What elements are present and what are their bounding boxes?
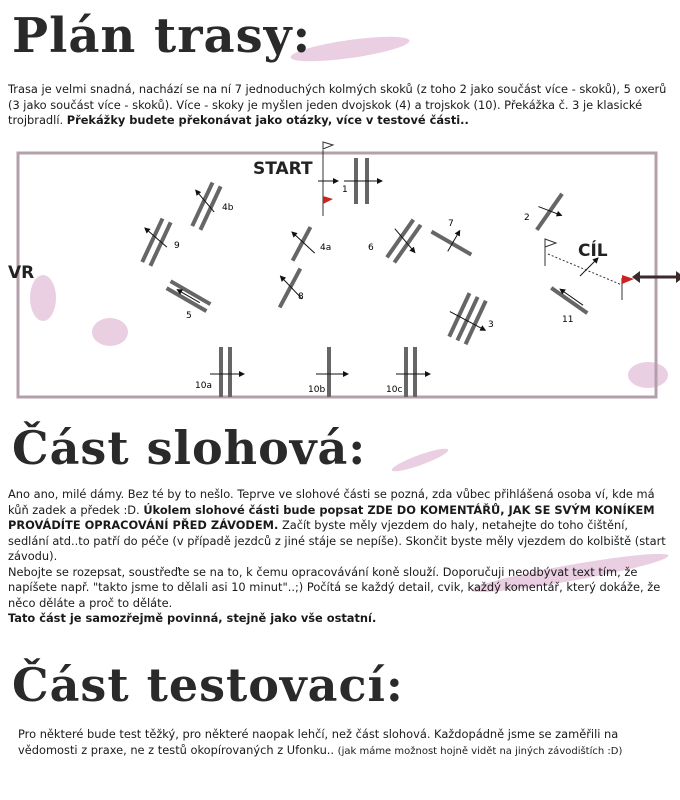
obstacle-label-5: 5 [186, 311, 192, 321]
obstacle-label-4b: 4b [222, 203, 234, 213]
obstacle-label-7: 7 [448, 219, 454, 229]
obstacle-label-2: 2 [524, 213, 530, 223]
essay-mandatory: Tato část je samozřejmě povinná, stejně jako vše ostatní. [8, 611, 377, 625]
obstacle-label-8: 8 [298, 292, 304, 302]
obstacle-4a [280, 221, 324, 269]
obstacle-8 [267, 262, 314, 315]
obstacle-label-10b: 10b [308, 385, 326, 395]
obstacle-5 [166, 279, 212, 312]
paint-splash [390, 445, 450, 475]
start-flag-white [323, 142, 333, 149]
test-p1-small: (jak máme možnost hojně vidět na jiných závodištích :D) [337, 745, 623, 757]
section-heading-test: Část testovací: [12, 658, 404, 712]
warmup-label: VR [8, 263, 35, 283]
obstacle-label-6: 6 [368, 243, 374, 253]
finish-flag-red [622, 275, 634, 284]
obstacle-6 [379, 214, 430, 269]
finish-label: CÍL [578, 241, 608, 261]
essay-p2: Nebojte se rozepsat, soustřeďte se na to, k čemu opracovávání koně slouží. Doporučuji neodbývat text tím, že napíšete např. "takto jsme to dělali asi 10 minut"..;) Počítá se každý detail, cvik, každý komentář, který dokáže, že něco děláte a proč to děláte. [8, 564, 661, 610]
obstacle-11 [550, 285, 589, 315]
page-title: Plán trasy: [12, 8, 312, 64]
obstacle-label-10a: 10a [195, 381, 212, 391]
course-map [0, 140, 680, 408]
obstacle-label-9: 9 [174, 241, 180, 251]
essay-text [8, 487, 672, 627]
obstacle-1 [344, 158, 382, 204]
finish-flag-white [545, 239, 556, 247]
obstacle-label-11: 11 [562, 315, 574, 325]
obstacle-4b [181, 177, 225, 231]
start-label: START [253, 159, 313, 179]
course-intro-bold: Překážky budete překonávat jako otázky, více v testové části.. [66, 113, 469, 127]
obstacle-9 [131, 213, 177, 268]
obstacle-10a [210, 347, 244, 397]
course-intro [8, 82, 672, 129]
arena-border [18, 153, 656, 397]
test-p1: Pro některé bude test těžký, pro některé naopak lehčí, než část slohová. Každopádně jsme se zaměřili na vědomosti z praxe, ne z testů okopírovaných z Ufonku.. [18, 727, 619, 757]
obstacle-label-3: 3 [488, 320, 494, 330]
course-intro-text: Trasa je velmi snadná, nachází se na ní 7 jednoduchých kolmých skoků (z toho 2 jako součást více - skoků), 5 oxerů (3 jako součást více - skoků). Více - skoky je myšlen jeden dvojskok (4) a trojskok (10). Překážka č. 3 je klasické trojbradlí. [8, 82, 667, 127]
section-heading-essay: Část slohová: [12, 421, 367, 475]
obstacle-label-10c: 10c [386, 385, 403, 395]
start-flag-red [323, 196, 333, 204]
test-text [18, 727, 672, 759]
essay-p1-text: Ano ano, milé dámy. Bez té by to nešlo. Teprve ve slohové části se pozná, zda vůbec přihlášená osoba ví, kde má kůň zadek a předek :D. [8, 487, 655, 517]
obstacle-label-4a: 4a [320, 243, 332, 253]
obstacle-2 [527, 187, 572, 237]
essay-p1-cont: Začít byste měly vjezdem do haly, netahejte do toho čištění, sedlání atd..to patří do péče (v případě jezdců z jiné stáje se nepíše). Skončit byste měly vjezdem do kolbiště (start závodu). [8, 518, 666, 563]
essay-task: Úkolem slohové části bude popsat ZDE DO KOMENTÁŘŮ, JAK SE SVÝM KONÍKEM PROVÁDÍTE OPRACOVÁNÍ PŘED ZÁVODEM. [8, 502, 655, 532]
obstacle-label-1: 1 [342, 185, 348, 195]
